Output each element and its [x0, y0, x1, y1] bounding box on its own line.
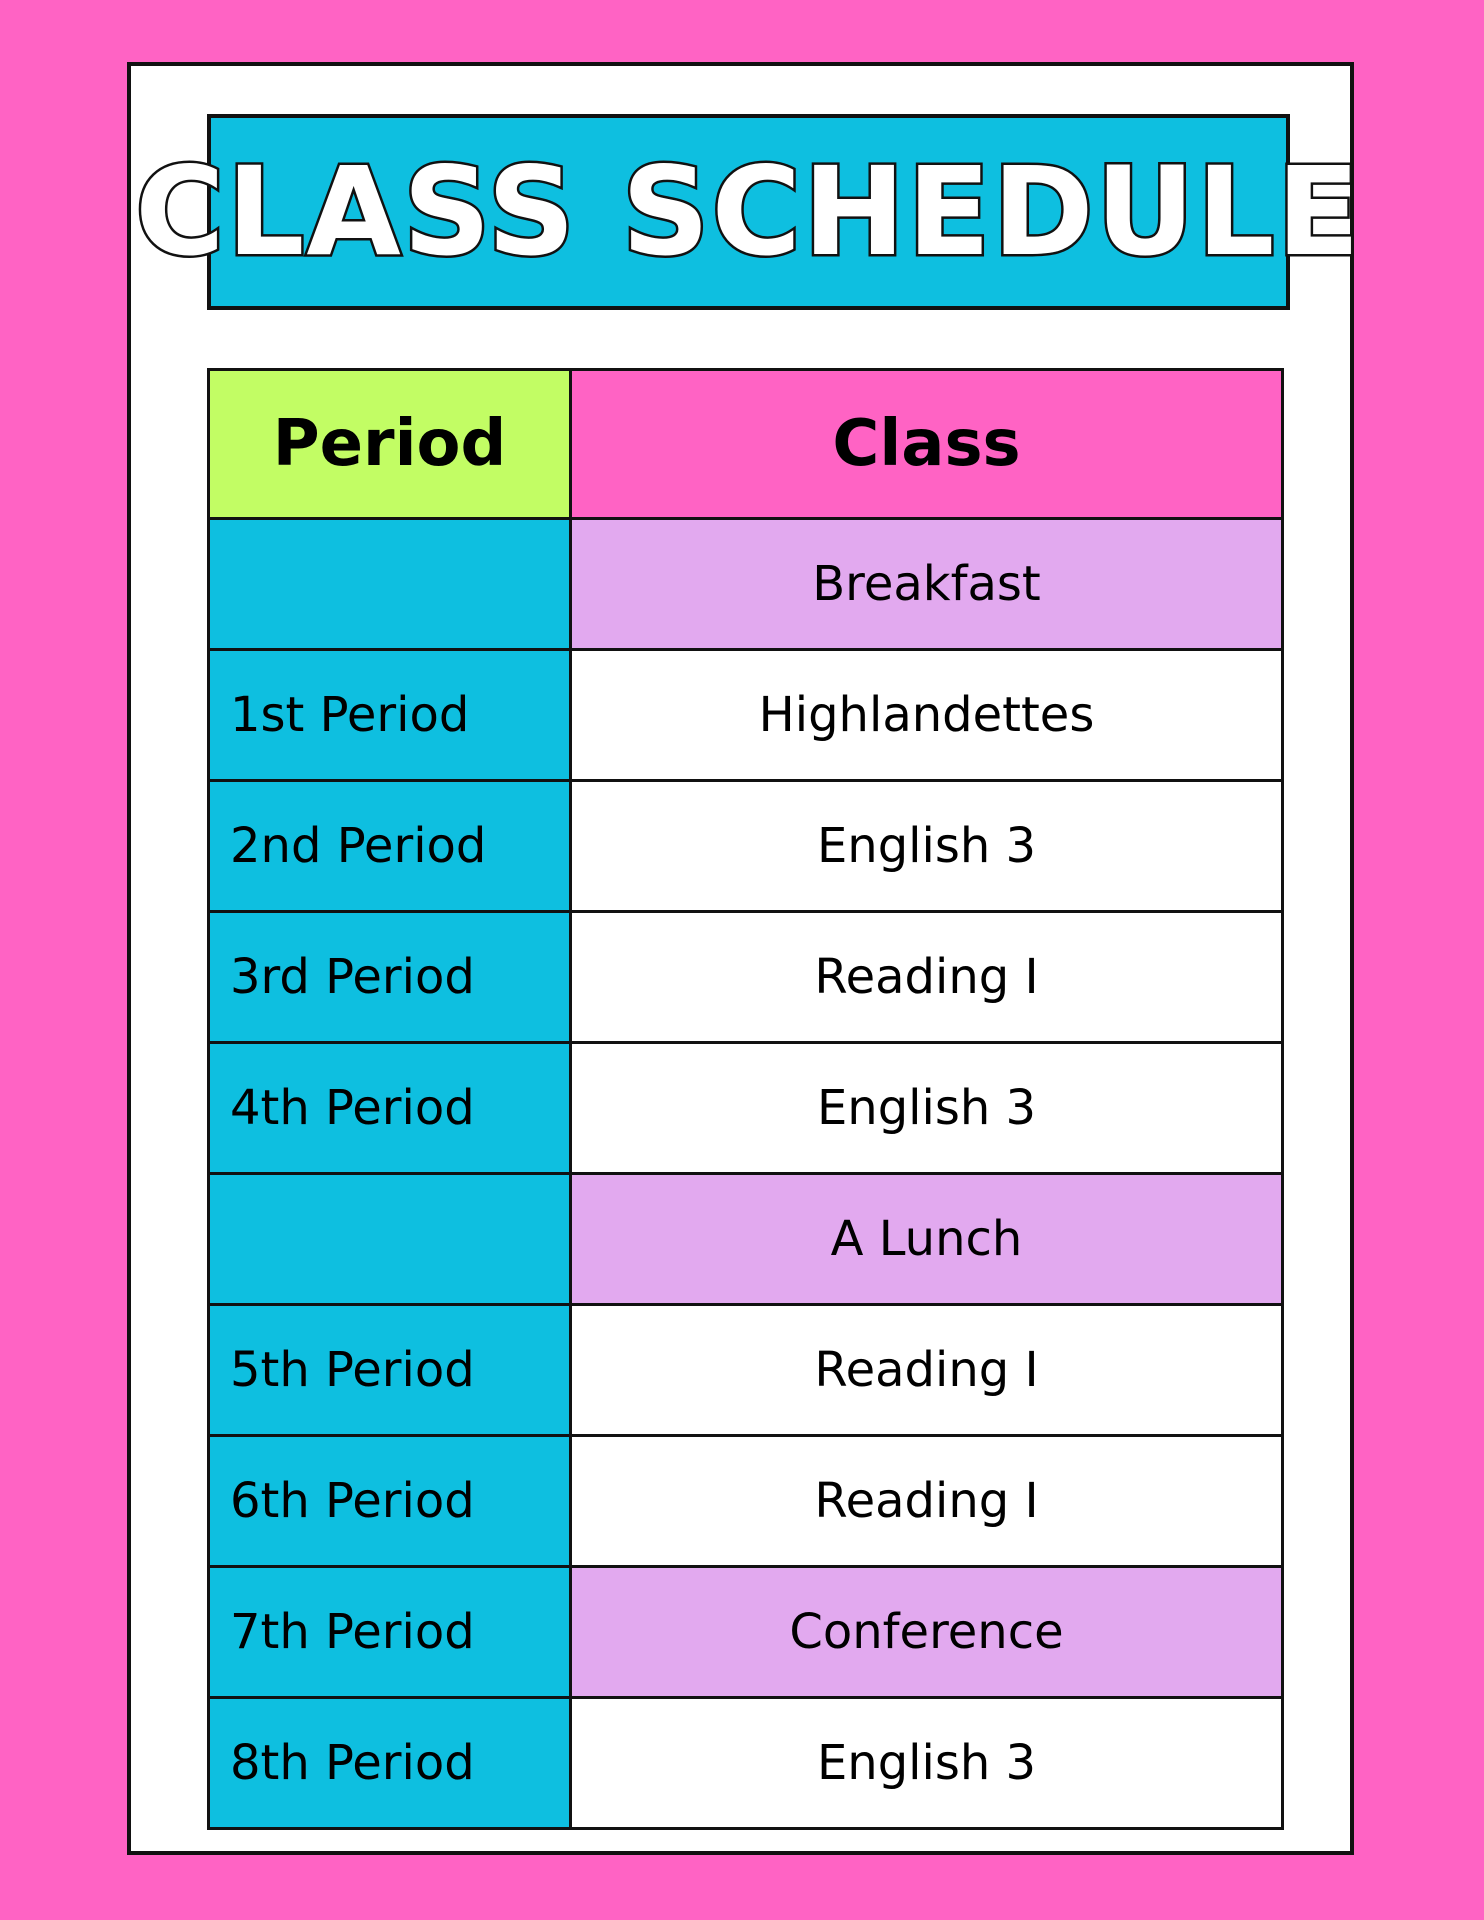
- table-row: [209, 781, 1283, 912]
- page-title: CLASS SCHEDULE: [135, 141, 1362, 283]
- class-cell: English 3: [571, 1698, 1283, 1829]
- period-column-header: Period: [209, 370, 571, 519]
- table-row: [209, 1043, 1283, 1174]
- class-cell: Reading I: [571, 912, 1283, 1043]
- period-cell: 5th Period: [209, 1305, 571, 1436]
- class-cell: Breakfast: [571, 519, 1283, 650]
- table-header-row: [209, 370, 1283, 519]
- period-cell: 3rd Period: [209, 912, 571, 1043]
- table-row: [209, 1698, 1283, 1829]
- class-cell: English 3: [571, 781, 1283, 912]
- class-cell: Highlandettes: [571, 650, 1283, 781]
- class-cell: A Lunch: [571, 1174, 1283, 1305]
- class-cell: Reading I: [571, 1436, 1283, 1567]
- table-row: [209, 650, 1283, 781]
- table-row: [209, 1567, 1283, 1698]
- period-cell: 4th Period: [209, 1043, 571, 1174]
- title-banner: [135, 114, 1362, 310]
- period-cell: 8th Period: [209, 1698, 571, 1829]
- class-column-header: Class: [571, 370, 1283, 519]
- class-cell: English 3: [571, 1043, 1283, 1174]
- table-row: [209, 519, 1283, 650]
- period-cell: [209, 1174, 571, 1305]
- table-row: [209, 1174, 1283, 1305]
- period-cell: 7th Period: [209, 1567, 571, 1698]
- class-cell: Reading I: [571, 1305, 1283, 1436]
- table-row: [209, 1305, 1283, 1436]
- period-cell: 6th Period: [209, 1436, 571, 1567]
- table-row: [209, 912, 1283, 1043]
- period-cell: [209, 519, 571, 650]
- period-cell: 2nd Period: [209, 781, 571, 912]
- class-cell: Conference: [571, 1567, 1283, 1698]
- schedule-sheet: [127, 62, 1362, 1855]
- schedule-table: [207, 368, 1284, 1830]
- period-cell: 1st Period: [209, 650, 571, 781]
- table-row: [209, 1436, 1283, 1567]
